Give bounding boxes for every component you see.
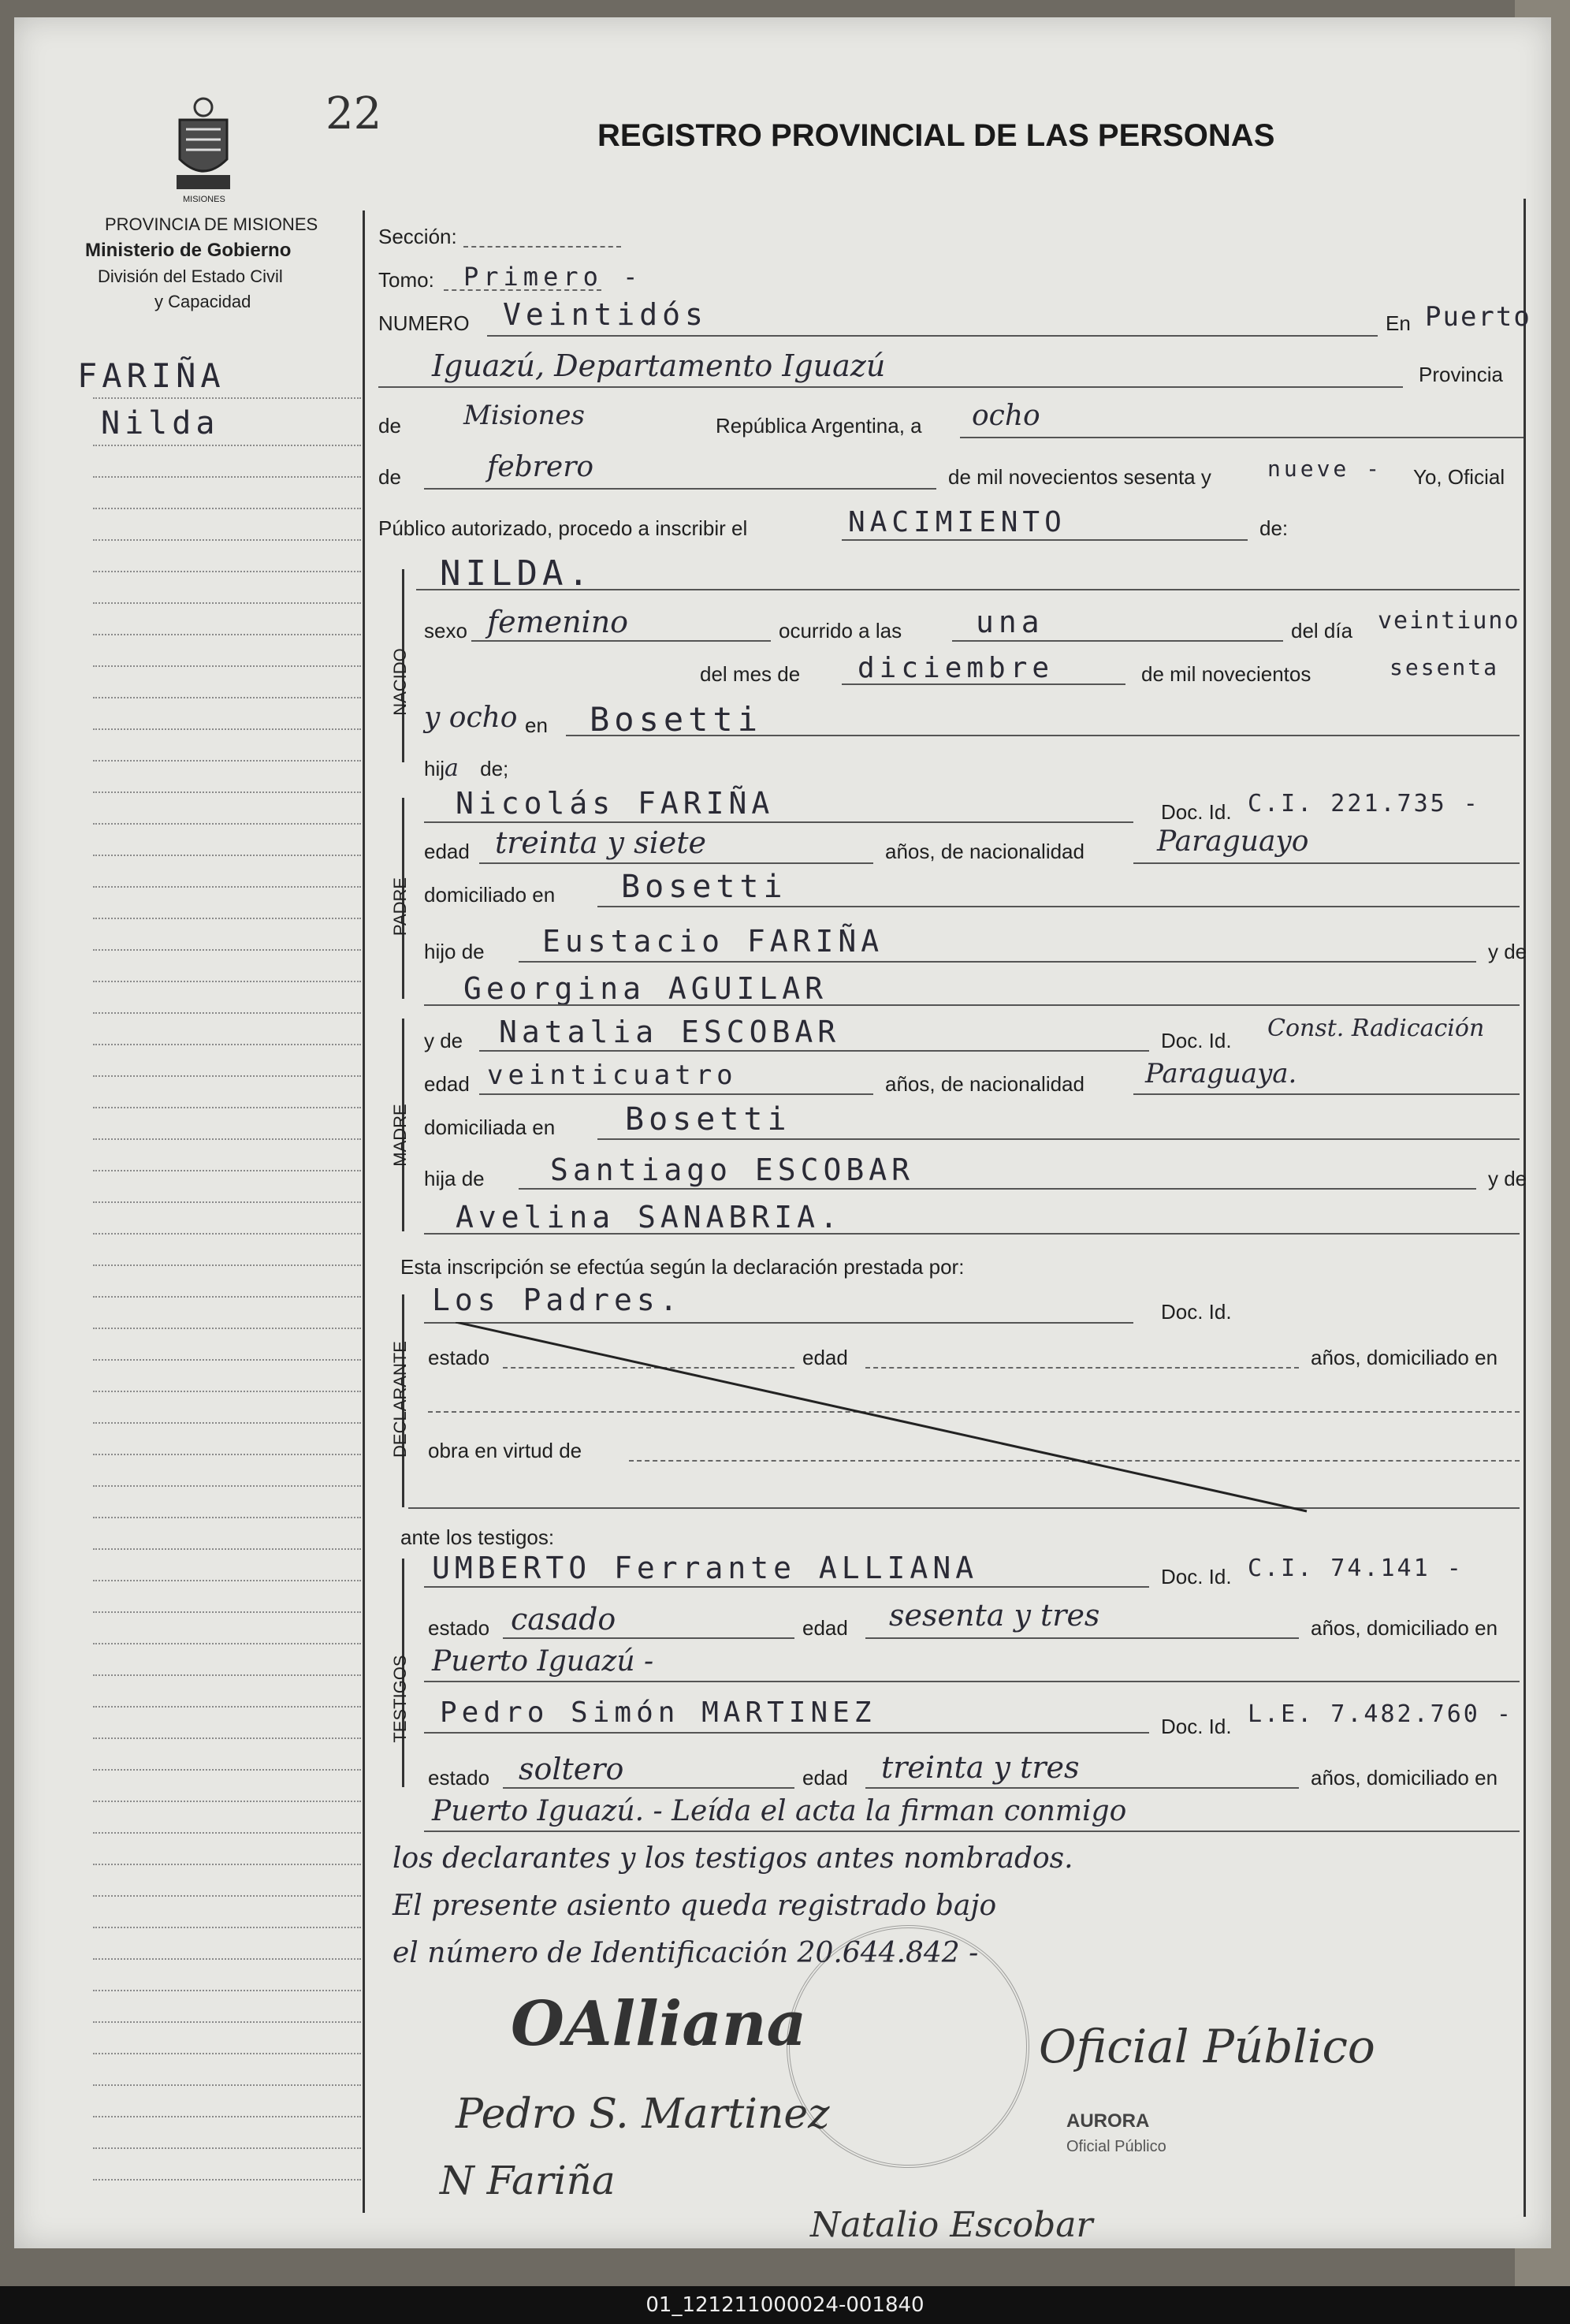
right-border [1523, 199, 1526, 2217]
testigo2-dom-label: años, domiciliado en [1311, 1766, 1498, 1790]
archive-footer-id: 01_121211000024-001840 [0, 2286, 1570, 2324]
padre-nac-label: años, de nacionalidad [885, 840, 1084, 863]
testigo2-estado-line [503, 1787, 794, 1789]
signature-martinez: Pedro S. Martinez [456, 2091, 830, 2138]
anio-nac-value-1: sesenta [1390, 654, 1500, 680]
seccion-line [463, 246, 621, 248]
margin-name: Nilda [101, 405, 220, 441]
margin-rule [93, 1012, 361, 1014]
declarante-estado-label: estado [428, 1346, 490, 1369]
de-mil2-label: de mil novecientos [1141, 662, 1311, 686]
tomo-line [444, 289, 601, 291]
margin-rule [93, 1674, 361, 1676]
margin-rule [93, 1769, 361, 1771]
fecha-line [960, 437, 1523, 438]
republica-label: República Argentina, a [716, 414, 922, 438]
side-label-padre: PADRE [390, 877, 410, 937]
seccion-label: Sección: [378, 225, 457, 248]
hijo-prefix: hij [424, 757, 445, 780]
madre-edad-line [479, 1093, 873, 1095]
madre-y-de-label-2: y de [1488, 1167, 1527, 1190]
sexo-line [471, 640, 771, 642]
margin-rule [93, 1422, 361, 1424]
padre-y-de-label: y de [1488, 940, 1527, 963]
anio-nac-value-2: y ocho [424, 702, 518, 734]
padre-nac-value: Paraguayo [1157, 825, 1309, 858]
abuelo-materno-line [519, 1188, 1476, 1190]
dia-value: veintiuno [1378, 607, 1520, 635]
margin-rule [93, 1580, 361, 1581]
padre-edad-value: treinta y siete [495, 825, 707, 860]
margin-rule [93, 855, 361, 856]
madre-edad-label: edad [424, 1072, 470, 1096]
testigo1-dom-value: Puerto Iguazú - [432, 1645, 654, 1678]
declaracion-label: Esta inscripción se efectúa según la declaración prestada por: [400, 1255, 965, 1279]
provincia-label: Provincia [1419, 363, 1503, 386]
testigo2-doc-label: Doc. Id. [1161, 1715, 1232, 1738]
testigo1-nombre-value: UMBERTO Ferrante ALLIANA [432, 1551, 979, 1585]
abuelo-paterno-value: Eustacio FARIÑA [542, 924, 884, 959]
strike-through-line [456, 1322, 1323, 1519]
hora-line [952, 640, 1283, 642]
lugar-nac-value: Bosetti [590, 700, 763, 739]
testigo2-nombre-value: Pedro Simón MARTINEZ [440, 1696, 876, 1729]
cierre-line-1: Puerto Iguazú. - Leída el acta la firman conmigo [432, 1795, 1127, 1827]
margin-rule [93, 981, 361, 982]
en-value: Puerto [1425, 301, 1531, 333]
margin-rule [93, 476, 361, 478]
issuer-line-2: Ministerio de Gobierno [85, 240, 292, 261]
stamp-line-2: Oficial Público [1066, 2138, 1166, 2155]
testigo2-edad-line [865, 1787, 1299, 1789]
de-label-1: de [378, 414, 401, 438]
de-semicolon: de; [480, 757, 509, 780]
lugar-line [378, 386, 1403, 388]
declarante-value: Los Padres. [432, 1283, 683, 1317]
testigo2-estado-value: soltero [519, 1752, 624, 1786]
margin-rule [93, 1737, 361, 1739]
padre-edad-line [479, 862, 873, 864]
seal-caption: MISIONES [183, 195, 225, 204]
abuela-paterna-value: Georgina AGUILAR [463, 971, 828, 1006]
margin-rule [93, 949, 361, 951]
sexo-label: sexo [424, 619, 467, 642]
fecha-dia-value: ocho [972, 400, 1040, 432]
margin-rule [93, 602, 361, 604]
margin-rule [93, 1264, 361, 1266]
declarante-edad-label: edad [802, 1346, 848, 1369]
side-label-testigos: TESTIGOS [390, 1655, 410, 1743]
madre-nac-value: Paraguaya. [1145, 1058, 1297, 1089]
testigo1-doc-value: C.I. 74.141 - [1248, 1555, 1464, 1582]
madre-hija-label: hija de [424, 1167, 485, 1190]
margin-rule [93, 665, 361, 667]
en-label: En [1386, 311, 1411, 335]
padre-dom-label: domiciliado en [424, 883, 556, 907]
margin-rule [93, 1359, 361, 1361]
padre-hijo-label: hijo de [424, 940, 485, 963]
tomo-value: Primero - [463, 262, 643, 292]
cierre-line-2: los declarantes y los testigos antes nombrados. [392, 1842, 1073, 1875]
abuela-materna-value: Avelina SANABRIA. [456, 1200, 843, 1235]
nombre-line [416, 589, 1520, 590]
issuer-line-1: PROVINCIA DE MISIONES [105, 214, 318, 234]
numero-value: Veintidós [503, 297, 708, 332]
testigo2-nombre-line [424, 1732, 1149, 1734]
testigo1-estado-value: casado [511, 1602, 616, 1637]
margin-rule [93, 697, 361, 698]
margin-rule [93, 1107, 361, 1108]
testigo1-dom-line [424, 1681, 1520, 1682]
abuela-materna-line [424, 1233, 1520, 1235]
testigo2-edad-label: edad [802, 1766, 848, 1790]
margin-rule [93, 1611, 361, 1613]
sexo-value: femenino [487, 605, 629, 639]
margin-rule [93, 2021, 361, 2023]
padre-nac-line [1133, 862, 1520, 864]
padre-doc-label: Doc. Id. [1161, 800, 1232, 824]
coat-of-arms-seal [172, 96, 235, 195]
register-page [14, 17, 1551, 2248]
anio-value: nueve - [1267, 456, 1383, 482]
margin-rule [93, 1927, 361, 1928]
margin-rule [93, 571, 361, 572]
mes-nac-value: diciembre [858, 652, 1055, 684]
lugar-nac-line [566, 735, 1520, 736]
de-colon-label: de: [1259, 516, 1289, 540]
madre-nombre-line [479, 1050, 1149, 1052]
yo-oficial-label: Yo, Oficial [1413, 465, 1505, 489]
side-label-madre: MADRE [390, 1104, 410, 1167]
margin-rule [93, 1517, 361, 1518]
margin-rule [93, 1832, 361, 1834]
margin-rule [93, 1801, 361, 1802]
testigo1-estado-line [503, 1637, 794, 1639]
padre-nombre-value: Nicolás FARIÑA [456, 786, 775, 821]
signature-farina: N Fariña [440, 2158, 616, 2203]
publico-label: Público autorizado, procedo a inscribir el [378, 516, 748, 540]
padre-nombre-line [424, 821, 1133, 823]
acto-line [842, 539, 1248, 541]
margin-rule [93, 728, 361, 730]
acto-value: NACIMIENTO [848, 506, 1066, 538]
padre-edad-label: edad [424, 840, 470, 863]
testigo1-nombre-line [424, 1586, 1149, 1588]
provincia-value: Misiones [463, 400, 585, 431]
margin-rule [93, 1454, 361, 1455]
side-label-nacido: NACIDO [390, 648, 410, 716]
mes-line [424, 488, 936, 490]
margin-rule [93, 1328, 361, 1329]
margin-rule [93, 918, 361, 919]
del-dia-label: del día [1291, 619, 1353, 642]
madre-dom-value: Bosetti [625, 1101, 791, 1138]
hija-suffix: a [445, 754, 459, 782]
numero-label: NUMERO [378, 311, 470, 335]
side-label-declarante: DECLARANTE [390, 1341, 410, 1458]
page-number: 22 [326, 88, 382, 140]
margin-rule [93, 1990, 361, 1991]
madre-dom-label: domiciliada en [424, 1115, 556, 1139]
margin-rule [93, 1296, 361, 1298]
margin-rule [93, 791, 361, 793]
margin-rule [93, 1170, 361, 1171]
nombre-value: NILDA. [440, 553, 593, 594]
signature-escobar: Natalio Escobar [810, 2205, 1093, 2245]
left-border [363, 210, 365, 2213]
de-mil-label: de mil novecientos sesenta y [948, 465, 1211, 489]
del-mes-label: del mes de [700, 662, 801, 686]
numero-line [487, 335, 1378, 337]
declarante-dom-label: años, domiciliado en [1311, 1346, 1498, 1369]
de-label-2: de [378, 465, 401, 489]
page-title: REGISTRO PROVINCIAL DE LAS PERSONAS [597, 118, 1275, 153]
madre-y-de-label: y de [424, 1029, 463, 1052]
testigo1-doc-label: Doc. Id. [1161, 1565, 1232, 1588]
margin-rule [93, 1548, 361, 1550]
margin-rule [93, 508, 361, 509]
madre-doc-label: Doc. Id. [1161, 1029, 1232, 1052]
madre-doc-value: Const. Radicación [1267, 1015, 1485, 1042]
margin-rule [93, 397, 361, 399]
testigo2-edad-value: treinta y tres [881, 1750, 1080, 1785]
margin-rule [93, 1044, 361, 1045]
abuelo-paterno-line [519, 961, 1476, 963]
tomo-label: Tomo: [378, 268, 434, 292]
margin-rule [93, 1138, 361, 1140]
madre-nac-label: años, de nacionalidad [885, 1072, 1084, 1096]
padre-dom-value: Bosetti [621, 869, 787, 905]
padre-dom-line [597, 906, 1520, 907]
margin-rule [93, 1895, 361, 1897]
margin-rule [93, 1706, 361, 1708]
testigo2-estado-label: estado [428, 1766, 490, 1790]
obra-label: obra en virtud de [428, 1439, 582, 1462]
testigo1-dom-label: años, domiciliado en [1311, 1616, 1498, 1640]
cierre-line-1-rule [424, 1831, 1520, 1832]
margin-rule [93, 2053, 361, 2054]
margin-rule [93, 539, 361, 541]
madre-edad-value: veinticuatro [487, 1060, 738, 1091]
hijo-de-label [424, 754, 508, 782]
margin-rule [93, 1864, 361, 1865]
margin-rule [93, 2179, 361, 2181]
madre-dom-line [597, 1138, 1520, 1140]
issuer-line-3: División del Estado Civil [98, 266, 283, 286]
issuer-line-4: y Capacidad [154, 292, 251, 311]
margin-rule [93, 1391, 361, 1392]
madre-nac-line [1133, 1093, 1520, 1095]
declarante-doc-label: Doc. Id. [1161, 1300, 1232, 1324]
cierre-line-4: el número de Identificación 20.644.842 - [392, 1937, 979, 1969]
cierre-line-3: El presente asiento queda registrado bajo [392, 1890, 997, 1922]
padre-doc-value: C.I. 221.735 - [1248, 790, 1480, 817]
testigo1-edad-value: sesenta y tres [889, 1598, 1100, 1633]
ocurrido-label: ocurrido a las [779, 619, 902, 642]
margin-rule [93, 760, 361, 762]
margin-rule [93, 1485, 361, 1487]
margin-rule [93, 2147, 361, 2149]
margin-surname: FARIÑA [77, 356, 225, 395]
testigo2-doc-value: L.E. 7.482.760 - [1248, 1700, 1513, 1728]
en2-label: en [525, 713, 548, 737]
margin-rule [93, 886, 361, 888]
hora-value: una [976, 605, 1044, 639]
margin-rule [93, 2084, 361, 2086]
stamp-line-1: AURORA [1066, 2110, 1150, 2132]
signature-alliana: OAlliana [511, 1988, 807, 2060]
ante-label: ante los testigos: [400, 1525, 555, 1549]
testigo1-edad-label: edad [802, 1616, 848, 1640]
margin-rule [93, 823, 361, 825]
margin-rule [93, 634, 361, 635]
margin-rule [93, 2116, 361, 2117]
margin-rule [93, 1643, 361, 1644]
testigo1-estado-label: estado [428, 1616, 490, 1640]
margin-rule [93, 1958, 361, 1960]
margin-rule [93, 1233, 361, 1235]
madre-nombre-value: Natalia ESCOBAR [499, 1015, 841, 1049]
margin-rule [93, 445, 361, 446]
margin-rule [93, 1075, 361, 1077]
signature-oficial: Oficial Público [1039, 2020, 1375, 2073]
lugar-value: Iguazú, Departamento Iguazú [432, 348, 886, 383]
margin-rule [93, 1201, 361, 1203]
abuela-paterna-line [424, 1004, 1520, 1006]
mes-nac-line [842, 683, 1125, 685]
mes-value: febrero [487, 451, 594, 483]
testigo1-edad-line [865, 1637, 1299, 1639]
abuelo-materno-value: Santiago ESCOBAR [550, 1153, 915, 1187]
